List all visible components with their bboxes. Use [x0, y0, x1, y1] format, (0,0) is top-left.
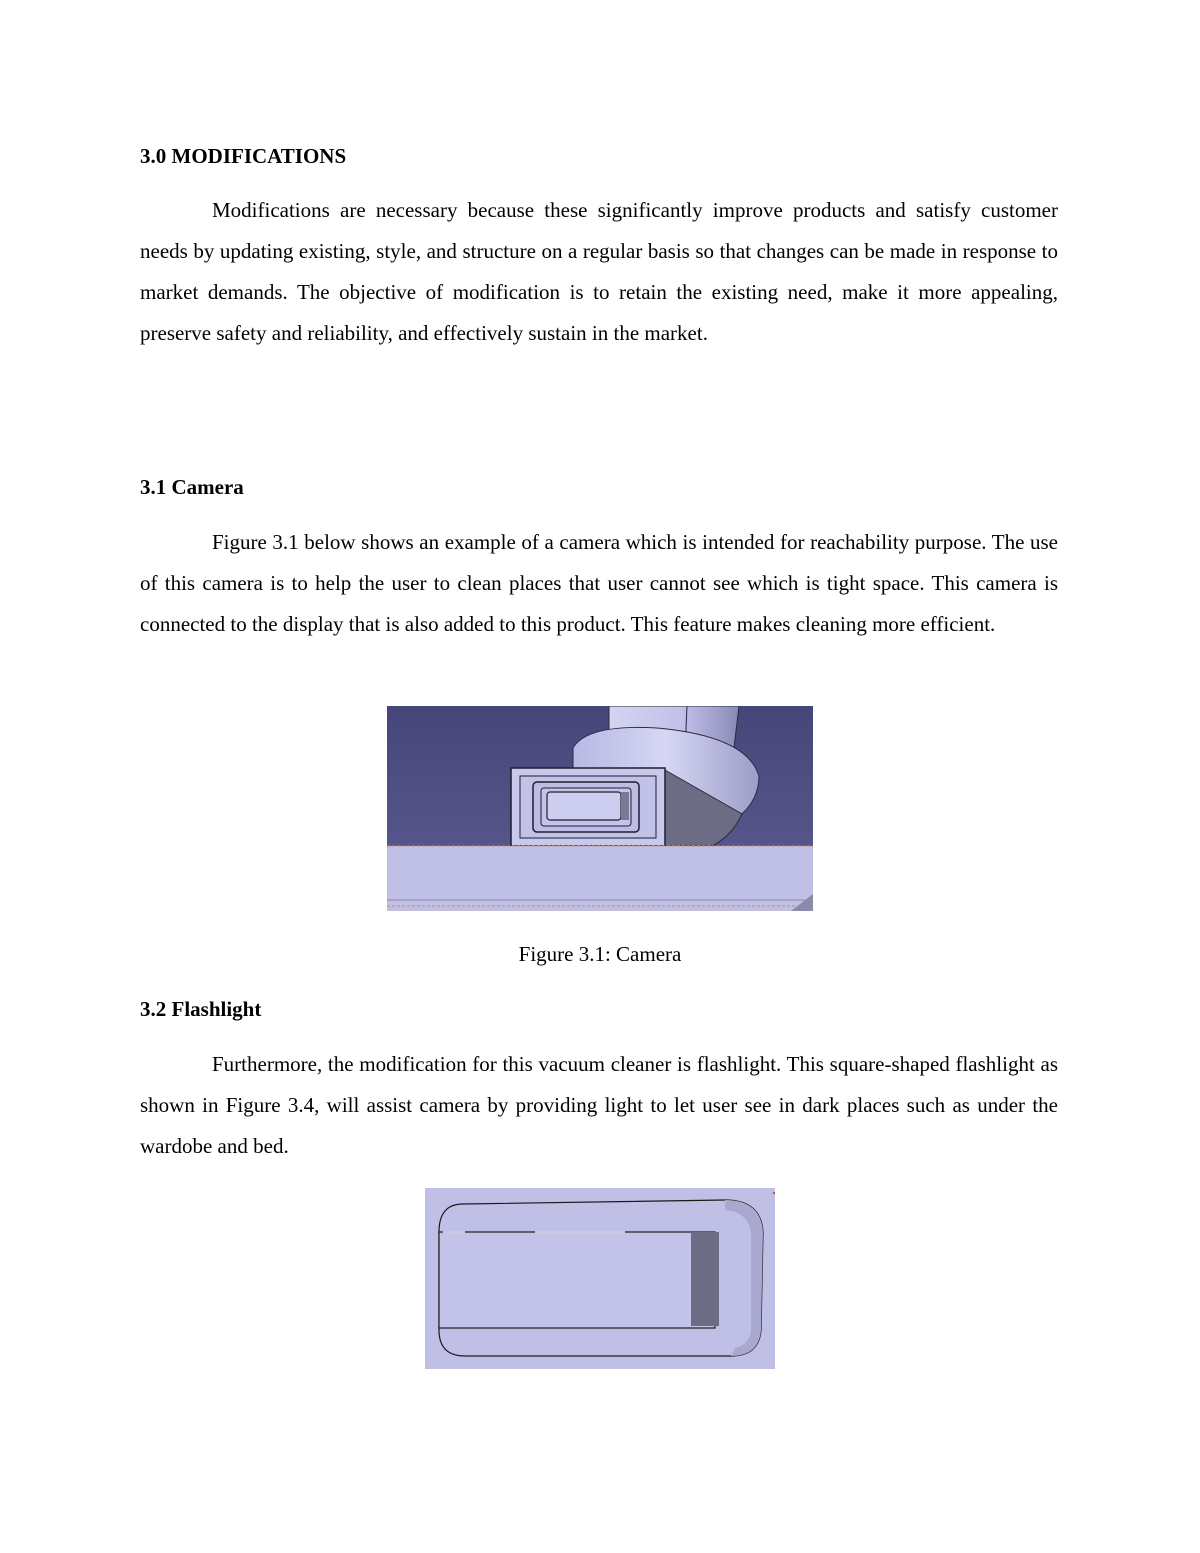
section-heading-modifications: 3.0 MODIFICATIONS: [140, 144, 347, 168]
camera-figure-caption: Figure 3.1: Camera: [518, 942, 682, 966]
flashlight-figure-image: [425, 1188, 775, 1369]
camera-figure-image: [387, 706, 813, 911]
modifications-paragraph: Modifications are necessary because these significantly improve products and satisfy customer needs by updating existing, style, and structure on a regular basis so that changes can be made in response to market demands. The objective of modification is to retain the existing need, make it more appealing, preserve safety and reliability, and effectively sustain in the market.: [140, 198, 1058, 345]
camera-paragraph: Figure 3.1 below shows an example of a camera which is intended for reachability purpose. The use of this camera is to help the user to clean places that user cannot see which is tight space. This camera is connected to the display that is also added to this product. This feature makes cleaning more efficient.: [140, 530, 1058, 636]
section-heading-flashlight: 3.2 Flashlight: [140, 997, 262, 1021]
flashlight-paragraph: Furthermore, the modification for this vacuum cleaner is flashlight. This square-shaped flashlight as shown in Figure 3.4, will assist camera by providing light to let user see in dark places such as under the wardobe and bed.: [140, 1052, 1058, 1158]
section-heading-camera: 3.1 Camera: [140, 475, 244, 499]
